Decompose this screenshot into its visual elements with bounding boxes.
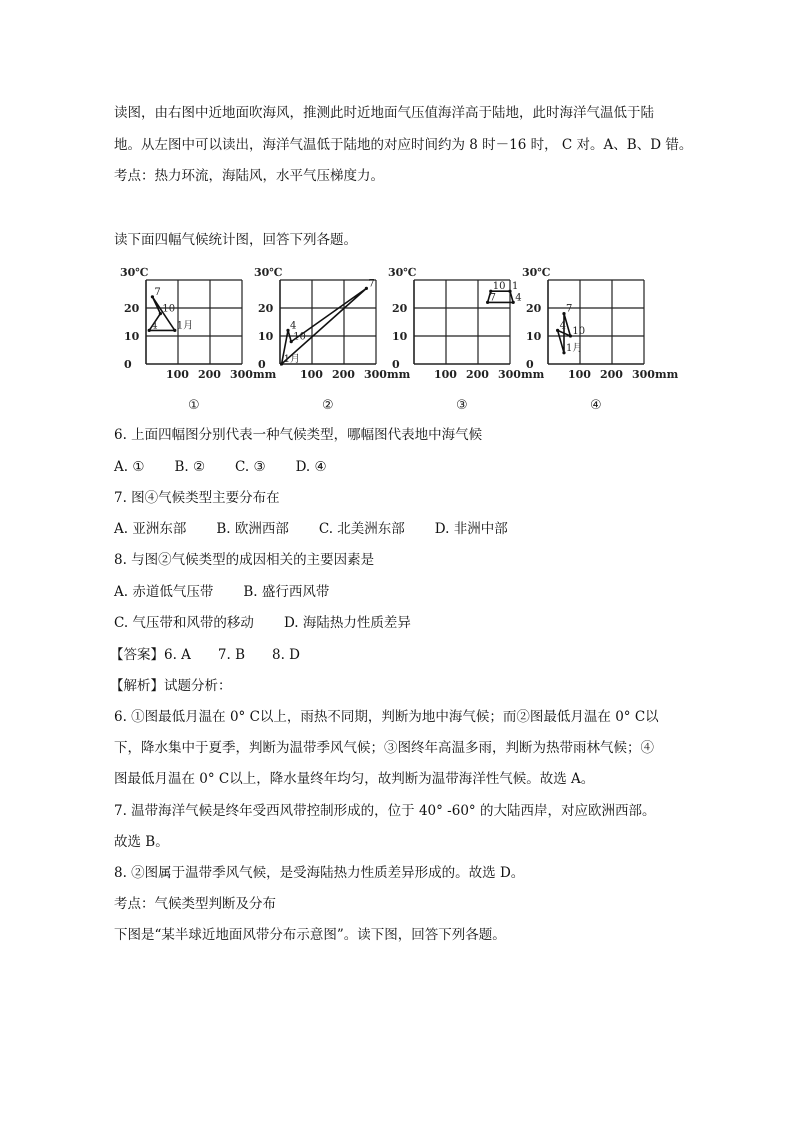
- chart-number-label: ④: [590, 398, 602, 413]
- option-a[interactable]: A. 亚洲东部: [114, 521, 187, 537]
- point-month-label: 7: [489, 292, 496, 304]
- analysis-6-line-2: 下，降水集中于夏季，判断为温带季风气候；③图终年高温多雨，判断为热带雨林气候；④: [114, 740, 654, 756]
- y-tick-label: 20: [392, 302, 408, 315]
- x-tick-label: 200: [466, 368, 489, 381]
- point-month-label: 7: [368, 278, 375, 290]
- kaodian-line-2: 考点：气候类型判断及分布: [114, 896, 276, 912]
- option-d[interactable]: D. 非洲中部: [434, 521, 508, 537]
- climate-chart-4: [520, 266, 679, 416]
- climate-chart-3: [386, 266, 545, 416]
- y-axis-top-label: 30℃: [388, 266, 417, 279]
- point-month-label: 1月: [566, 342, 583, 354]
- option-c[interactable]: C. ③: [235, 459, 266, 475]
- chart-number-label: ②: [322, 398, 334, 413]
- point-month-label: 1: [512, 281, 519, 293]
- analysis-6-line-3: 图最低月温在 0° C以上，降水量终年均匀，故判断为温带海洋性气候。故选 A。: [114, 771, 595, 787]
- x-tick-label: 200: [600, 368, 623, 381]
- option-c[interactable]: C. 气压带和风带的移动: [114, 615, 254, 631]
- chart-number-label: ①: [188, 398, 200, 413]
- intro-text: 读下面四幅气候统计图，回答下列各题。: [114, 232, 357, 248]
- option-b[interactable]: B. 欧洲西部: [216, 521, 289, 537]
- point-month-label: 1月: [176, 320, 194, 332]
- answer-line: 【答案】6. A 7. B 8. D: [110, 647, 301, 663]
- y-tick-label: 0: [258, 358, 266, 371]
- y-tick-label: 20: [258, 302, 274, 315]
- point-month-label: 7: [566, 303, 573, 315]
- y-tick-label: 10: [526, 330, 542, 343]
- point-month-label: 10: [293, 331, 306, 343]
- x-tick-label: 100: [568, 368, 591, 381]
- paragraph-line-1: 读图，由右图中近地面吹海风，推测此时近地面气压值海洋高于陆地，此时海洋气温低于陆: [114, 105, 654, 121]
- paragraph-line-2: 地。从左图中可以读出，海洋气温低于陆地的对应时间约为 8 时－16 时， C 对。A、B、D 错。: [114, 137, 693, 153]
- y-tick-label: 20: [124, 302, 140, 315]
- question-8: 8. 与图②气候类型的成因相关的主要因素是: [114, 552, 375, 568]
- question-7: 7. 图④气候类型主要分布在: [114, 490, 280, 506]
- question-6-options: [114, 457, 357, 477]
- kaodian-line-1: 考点：热力环流，海陆风，水平气压梯度力。: [114, 168, 384, 184]
- point-month-label: 1月: [283, 354, 300, 365]
- point-month-label: 10: [572, 326, 586, 337]
- x-tick-label: 300mm: [364, 368, 411, 381]
- analysis-title: 【解析】试题分析：: [110, 678, 232, 694]
- y-axis-top-label: 30℃: [120, 266, 149, 279]
- point-month-label: 4: [151, 320, 158, 332]
- chart-number-label: ③: [456, 398, 468, 413]
- y-tick-label: 10: [392, 330, 408, 343]
- y-tick-label: 0: [392, 358, 400, 371]
- x-tick-label: 100: [434, 368, 457, 381]
- point-month-label: 4: [559, 320, 566, 332]
- point-month-label: 4: [515, 292, 522, 304]
- y-axis-top-label: 30℃: [522, 266, 551, 279]
- chart-svg: [386, 266, 545, 416]
- x-tick-label: 300mm: [498, 368, 545, 381]
- chart-svg: [118, 266, 277, 416]
- next-question-intro: 下图是“某半球近地面风带分布示意图”。读下图，回答下列各题。: [114, 927, 506, 943]
- climate-chart-2: [252, 266, 411, 416]
- x-tick-label: 100: [300, 368, 323, 381]
- y-tick-label: 0: [526, 358, 534, 371]
- analysis-6-line-1: 6. ①图最低月温在 0° C以上，雨热不同期，判断为地中海气候；而②图最低月温在 0° C以: [114, 709, 659, 725]
- x-tick-label: 200: [198, 368, 221, 381]
- point-month-label: 7: [154, 286, 161, 298]
- option-c[interactable]: C. 北美洲东部: [318, 521, 405, 537]
- analysis-7-line-1: 7. 温带海洋气候是终年受西风带控制形成的，位于 40° -60° 的大陆西岸，对应欧洲西部。: [114, 803, 656, 819]
- point-month-label: 10: [162, 303, 176, 315]
- question-8-options-row-1: [114, 582, 359, 602]
- y-tick-label: 20: [526, 302, 542, 315]
- chart-svg: [252, 266, 411, 416]
- option-b[interactable]: B. 盛行西风带: [243, 584, 330, 600]
- point-month-label: 10: [492, 281, 506, 293]
- question-7-options: [114, 519, 538, 539]
- climate-charts: [118, 266, 678, 416]
- y-tick-label: 0: [124, 358, 132, 371]
- x-tick-label: 300mm: [632, 368, 679, 381]
- question-8-options-row-2: [114, 613, 441, 633]
- chart-svg: [520, 266, 679, 416]
- point-month-label: 4: [290, 320, 297, 332]
- analysis-8: 8. ②图属于温带季风气候，是受海陆热力性质差异形成的。故选 D。: [114, 865, 525, 881]
- option-a[interactable]: A. 赤道低气压带: [114, 584, 214, 600]
- option-d[interactable]: D. 海陆热力性质差异: [283, 615, 411, 631]
- y-tick-label: 10: [258, 330, 274, 343]
- x-tick-label: 100: [166, 368, 189, 381]
- option-a[interactable]: A. ①: [114, 459, 145, 475]
- x-tick-label: 300mm: [230, 368, 277, 381]
- x-tick-label: 200: [332, 368, 355, 381]
- y-tick-label: 10: [124, 330, 140, 343]
- analysis-7-line-2: 故选 B。: [114, 834, 169, 850]
- option-d[interactable]: D. ④: [295, 459, 327, 475]
- climate-chart-1: [118, 266, 277, 416]
- y-axis-top-label: 30℃: [254, 266, 283, 279]
- question-6: 6. 上面四幅图分别代表一种气候类型，哪幅图代表地中海气候: [114, 427, 483, 443]
- option-b[interactable]: B. ②: [174, 459, 206, 475]
